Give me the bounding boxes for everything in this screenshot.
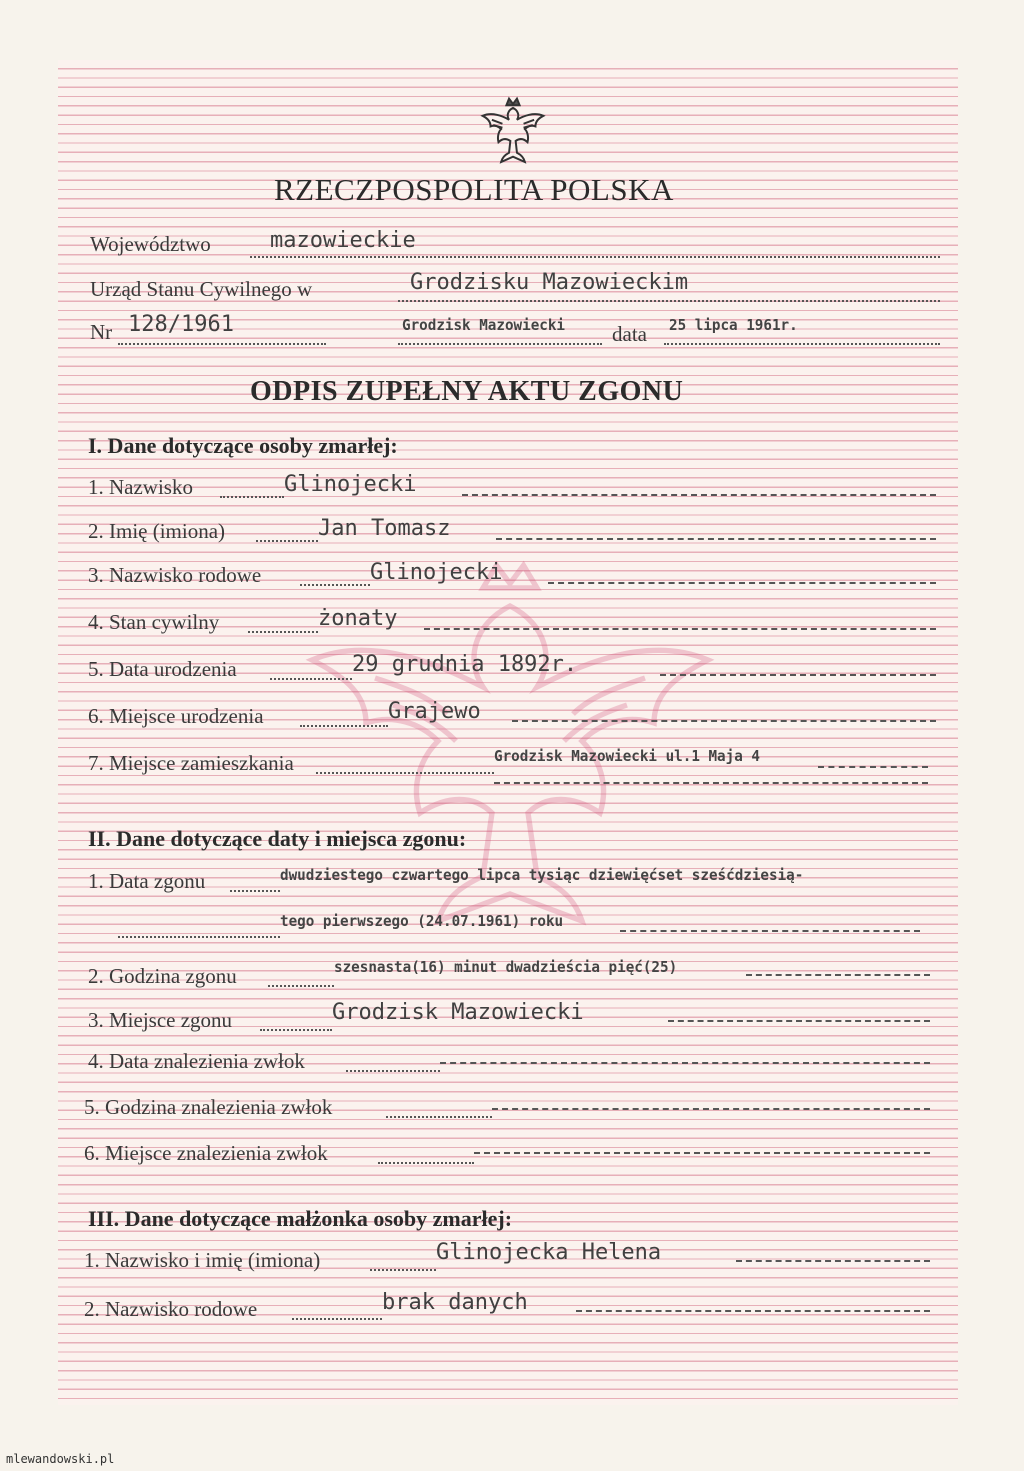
body-found-hour-dash-fill — [492, 1108, 930, 1110]
death-date-dotted-line — [230, 890, 280, 892]
marital-status-dotted-line — [248, 631, 318, 633]
country-title: RZECZPOSPOLITA POLSKA — [274, 172, 674, 207]
birth-date-dash-fill — [660, 674, 936, 676]
birth-place-dotted-line — [300, 725, 388, 727]
nr-value: 128/1961 — [128, 312, 234, 337]
document-title: ODPIS ZUPEŁNY AKTU ZGONU — [250, 376, 684, 407]
body-found-hour-dotted-line — [386, 1116, 492, 1118]
watermark-text: mlewandowski.pl — [6, 1452, 115, 1466]
spouse-name-value: Glinojecka Helena — [436, 1240, 662, 1265]
spouse-name-dash-fill — [736, 1260, 930, 1262]
death-place-dotted-line — [260, 1029, 332, 1031]
body-found-place-dotted-line — [378, 1162, 474, 1164]
birth-date-label: 5. Data urodzenia — [88, 657, 237, 681]
residence-label: 7. Miejsce zamieszkania — [88, 751, 294, 775]
surname-label: 1. Nazwisko — [88, 475, 193, 499]
death-place-value: Grodzisk Mazowiecki — [332, 1000, 584, 1025]
body-found-date-dotted-line — [346, 1070, 440, 1072]
section2-header: II. Dane dotyczące daty i miejsca zgonu: — [88, 826, 467, 851]
registry-label: Urząd Stanu Cywilnego w — [90, 277, 313, 301]
residence-value: Grodzisk Mazowiecki ul.1 Maja 4 — [494, 747, 760, 765]
surname-dotted-line — [220, 496, 284, 498]
section3-header: III. Dane dotyczące małżonka osoby zmarłej: — [88, 1206, 513, 1231]
death-date-value-continued: tego pierwszego (24.07.1961) roku — [280, 912, 564, 930]
given-names-dotted-line — [256, 540, 318, 542]
spouse-family-name-dotted-line — [292, 1318, 382, 1320]
surname-dash-fill — [462, 494, 936, 496]
death-place-label: 3. Miejsce zgonu — [88, 1008, 233, 1032]
body-found-place-dash-fill — [474, 1152, 930, 1154]
family-name-dash-fill — [548, 582, 936, 584]
birth-date-dotted-line — [270, 678, 352, 680]
death-date-second-dotted-line — [118, 936, 280, 938]
date-dotted-line — [664, 343, 940, 345]
spouse-name-label: 1. Nazwisko i imię (imiona) — [84, 1248, 321, 1272]
family-name-dotted-line — [300, 584, 370, 586]
voivodeship-dotted-line — [250, 256, 940, 258]
voivodeship-label: Województwo — [90, 232, 211, 256]
body-found-place-label: 6. Miejsce znalezienia zwłok — [84, 1141, 328, 1165]
marital-status-label: 4. Stan cywilny — [88, 610, 220, 634]
place-value: Grodzisk Mazowiecki — [402, 316, 566, 334]
registry-value: Grodzisku Mazowieckim — [410, 270, 689, 295]
spouse-family-name-value: brak danych — [382, 1290, 528, 1315]
given-names-dash-fill — [496, 538, 936, 540]
date-label: data — [612, 322, 647, 346]
nr-dotted-line — [118, 343, 326, 345]
body-found-hour-label: 5. Godzina znalezienia zwłok — [84, 1095, 333, 1119]
birth-date-value: 29 grudnia 1892r. — [352, 652, 578, 677]
family-name-value: Glinojecki — [370, 560, 503, 585]
section1-header: I. Dane dotyczące osoby zmarłej: — [88, 433, 398, 458]
marital-status-dash-fill — [424, 628, 936, 630]
residence-second-dash-line — [494, 782, 928, 784]
death-hour-dash-fill — [746, 974, 930, 976]
death-date-dash-fill — [620, 930, 920, 932]
spouse-family-name-label: 2. Nazwisko rodowe — [84, 1297, 258, 1321]
place-dotted-line — [398, 343, 602, 345]
death-date-value: dwudziestego czwartego lipca tysiąc dziewięćset sześćdziesią- — [280, 866, 804, 884]
marital-status-value: żonaty — [318, 606, 398, 631]
date-value: 25 lipca 1961r. — [669, 316, 798, 334]
residence-dotted-line — [316, 772, 494, 774]
nr-label: Nr — [90, 320, 113, 344]
death-hour-dotted-line — [268, 985, 334, 987]
registry-dotted-line — [398, 300, 940, 302]
polish-eagle-emblem-icon — [480, 96, 546, 166]
body-found-date-dash-fill — [440, 1062, 930, 1064]
birth-place-value: Grajewo — [388, 699, 481, 724]
birth-place-label: 6. Miejsce urodzenia — [88, 704, 264, 728]
death-place-dash-fill — [668, 1020, 930, 1022]
spouse-family-name-dash-fill — [576, 1310, 930, 1312]
surname-value: Glinojecki — [284, 472, 417, 497]
death-hour-label: 2. Godzina zgonu — [88, 964, 237, 988]
death-date-label: 1. Data zgonu — [88, 869, 206, 893]
birth-place-dash-fill — [512, 720, 936, 722]
voivodeship-value: mazowieckie — [270, 228, 416, 253]
given-names-label: 2. Imię (imiona) — [88, 519, 226, 543]
given-names-value: Jan Tomasz — [318, 516, 451, 541]
family-name-label: 3. Nazwisko rodowe — [88, 563, 262, 587]
body-found-date-label: 4. Data znalezienia zwłok — [88, 1049, 305, 1073]
residence-dash-fill — [818, 766, 928, 768]
spouse-name-dotted-line — [370, 1269, 436, 1271]
death-hour-value: szesnasta(16) minut dwadzieścia pięć(25) — [334, 958, 678, 976]
